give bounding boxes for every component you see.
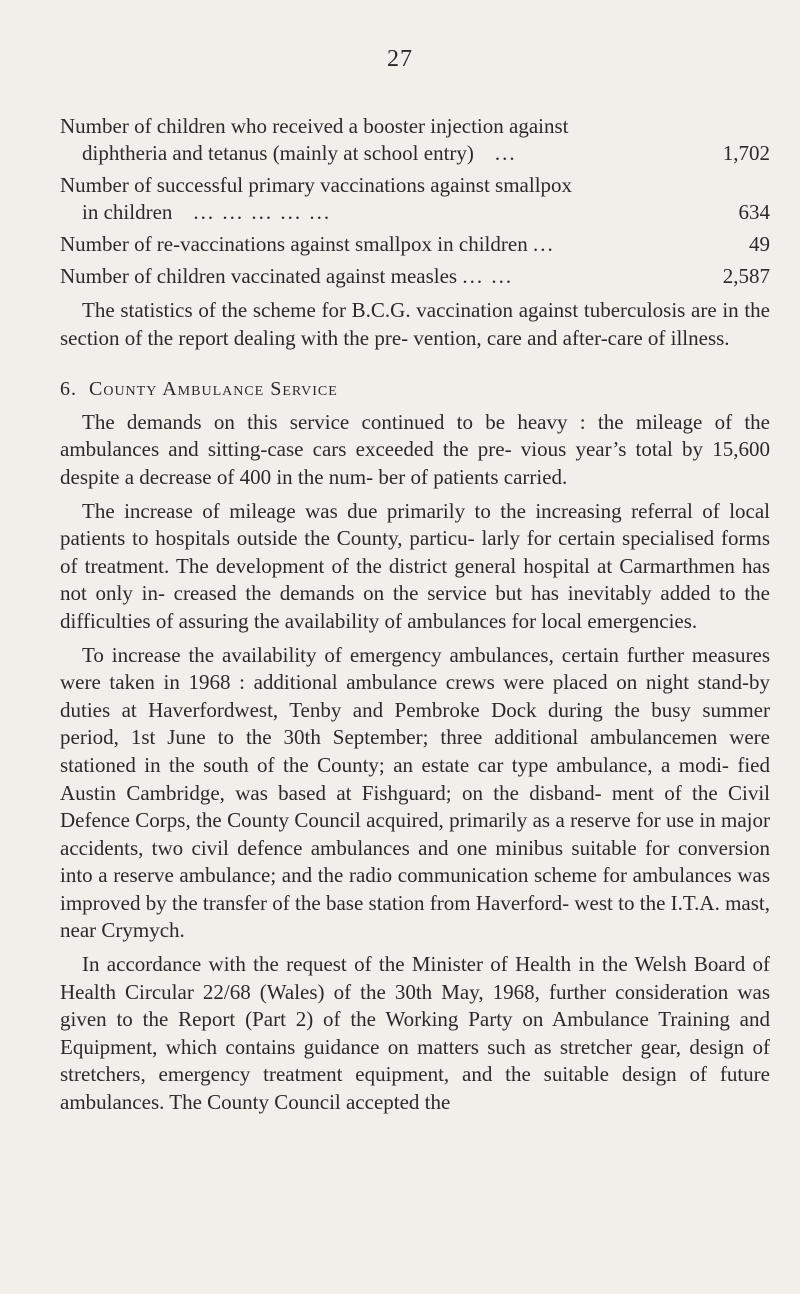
bcg-paragraph: The statistics of the scheme for B.C.G. vaccination against tuberculosis are in the section of the report dealing with the pre- vention, care and after-care of illness. xyxy=(60,298,770,350)
stat-label xyxy=(60,263,770,290)
stat-label-line1: Number of re-vaccinations against smallpox in children xyxy=(60,232,528,256)
stat-value: 634 xyxy=(738,200,770,224)
stat-row-smallpox-primary xyxy=(60,172,770,226)
stat-value: 1,702 xyxy=(722,141,770,165)
paragraph-mileage: The increase of mileage was due primarily to the increasing referral of local patients to hospitals outside the County, particu- larly for certain specialised forms of treatment. The development of the district general hospital at Carmarthmen has not only in- creased the demands on the service but has inevitably added to the difficulties of assuring the availability of ambulances for local emergencies. xyxy=(60,498,770,633)
leader-dots: ... xyxy=(494,141,517,165)
stat-label-line1: Number of children vaccinated against measles xyxy=(60,264,458,288)
stat-row-smallpox-revaccination xyxy=(60,231,770,258)
stat-value: 2,587 xyxy=(722,264,770,288)
stat-label-line1: Number of successful primary vaccinations against smallpox xyxy=(60,173,573,197)
leader-dots: ... ... xyxy=(462,264,514,288)
paragraph-measures: To increase the availability of emergency ambulances, certain further measures were taken in 1968 : additional ambulance crews were placed on night stand-by duties at Haverfordwest, Tenby and Pembroke Dock during the busy summer period, 1st June to the 30th September; three additional ambulancemen were stationed in the south of the County; an estate car type ambulance, a modi- fied Austin Cambridge, was based at Fishguard; on the disband- ment of the Civil Defence Corps, the County Council acquired, primarily as a reserve for use in major accidents, two civil defence ambulances and one minibus suitable for conversion into a reserve ambulance; and the radio communication scheme for ambulances was improved by the transfer of the base station from Haverford- west to the I.T.A. mast, near Crymych. xyxy=(60,642,770,943)
leader-dots: ... xyxy=(532,232,555,256)
page-number: 27 xyxy=(387,46,413,72)
stat-label-line1: Number of children who received a booster injection against xyxy=(60,114,569,138)
stat-label-line2: in children xyxy=(82,200,173,224)
stat-label xyxy=(60,172,770,226)
stat-label xyxy=(60,113,770,167)
section-number: 6. xyxy=(60,378,77,401)
stat-row-booster xyxy=(60,113,770,167)
body-text xyxy=(60,297,770,1123)
section-title: County Ambulance Service xyxy=(89,378,338,401)
paragraph-circular: In accordance with the request of the Minister of Health in the Welsh Board of Health Circular 22/68 (Wales) of the 30th May, 1968, further consideration was given to the Report (Part 2) of the Working Party on Ambulance Training and Equipment, which contains guidance on matters such as stretcher gear, design of stretchers, emergency treatment equipment, and the suitable design of future ambulances. The County Council accepted the xyxy=(60,952,770,1115)
leader-dots: ... ... ... ... ... xyxy=(193,200,332,224)
stat-row-measles xyxy=(60,263,770,290)
vaccination-statistics xyxy=(60,113,770,295)
stat-label-line2: diphtheria and tetanus (mainly at school entry) xyxy=(82,141,474,165)
section-heading xyxy=(60,376,770,404)
stat-label xyxy=(60,231,770,258)
stat-value: 49 xyxy=(749,232,770,256)
paragraph-demands: The demands on this service continued to be heavy : the mileage of the ambulances and sitting-case cars exceeded the pre- vious year’s total by 15,600 despite a decrease of 400 in the num- ber of patients carried. xyxy=(60,409,770,489)
